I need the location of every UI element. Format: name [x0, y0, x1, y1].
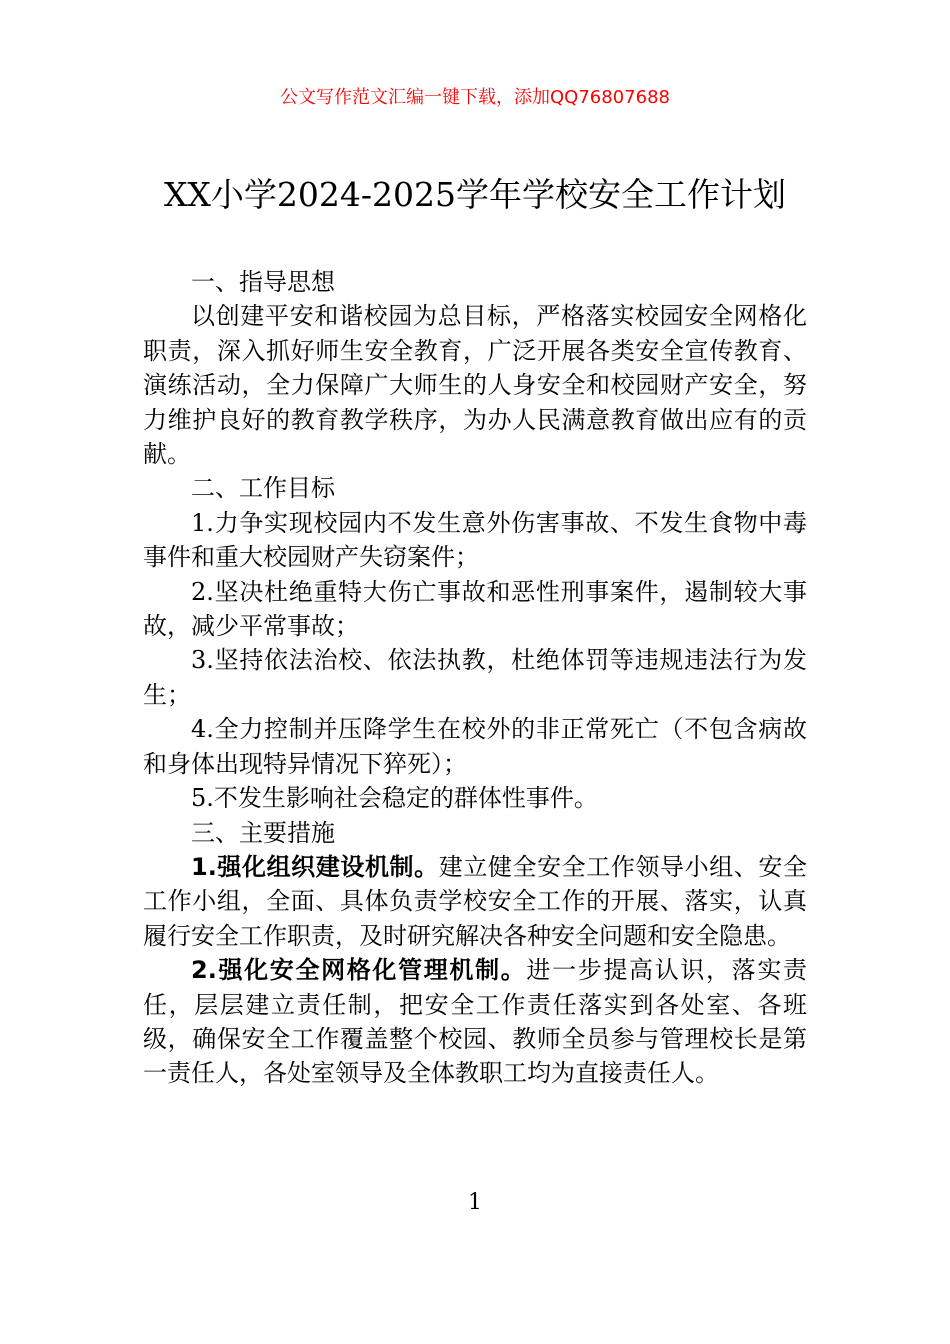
goal-item [143, 643, 807, 712]
measure-item [143, 850, 807, 953]
document-title: XX小学2024-2025学年学校安全工作计划 [163, 175, 787, 214]
goal-number: 3. [191, 646, 214, 675]
measure-text: 进一步提高认识，落实责任，层层建立责任制，把安全工作责任落实到各处室、各班级，确保安全工作覆盖整个校园、教师全员参与管理校长是第一责任人，各处室领导及全体教职工均为直接责任人。 [143, 956, 808, 1088]
goal-item [143, 781, 807, 815]
goal-text: 坚持依法治校、依法执教，杜绝体罚等违规违法行为发生； [143, 646, 807, 709]
goal-item [143, 575, 807, 644]
section-heading-main-measures: 三、主要措施 [191, 818, 335, 847]
measure-item [143, 953, 807, 1091]
goal-text: 全力控制并压降学生在校外的非正常死亡（不包含病故和身体出现特异情况下猝死）； [143, 715, 807, 778]
page-number: 1 [468, 1190, 482, 1215]
paragraph-guiding-ideology: 以创建平安和谐校园为总目标，严格落实校园安全网格化职责，深入抓好师生安全教育，广泛开展各类安全宣传教育、演练活动，全力保障广大师生的人身安全和校园财产安全，努力维护良好的教育教学秩序，为办人民满意教育做出应有的贡献。 [143, 302, 807, 469]
goal-number: 4. [191, 715, 214, 744]
goal-text: 坚决杜绝重特大伤亡事故和恶性刑事案件，遏制较大事故，减少平常事故； [143, 577, 807, 641]
measure-text: 建立健全安全工作领导小组、安全工作小组，全面、具体负责学校安全工作的开展、落实，认真履行安全工作职责，及时研究解决各种安全问题和安全隐患。 [143, 852, 808, 950]
goal-text: 不发生影响社会稳定的群体性事件。 [213, 784, 598, 813]
goal-number: 2. [191, 577, 214, 606]
goal-number: 5. [191, 784, 214, 813]
measure-lead: 1.强化组织建设机制。 [191, 852, 439, 881]
header-promo-note: 公文写作范文汇编一键下载，添加QQ76807688 [280, 87, 670, 108]
goal-text: 力争实现校园内不发生意外伤害事故、不发生食物中毒事件和重大校园财产失窃案件； [143, 508, 807, 572]
goal-item [143, 712, 807, 781]
section-heading-guiding-ideology: 一、指导思想 [191, 268, 335, 296]
goal-number: 1. [191, 508, 214, 537]
goal-item [143, 506, 807, 575]
document-body [143, 265, 807, 1091]
measure-lead: 2.强化安全网格化管理机制。 [191, 956, 527, 985]
section-heading-work-goals: 二、工作目标 [191, 474, 335, 503]
